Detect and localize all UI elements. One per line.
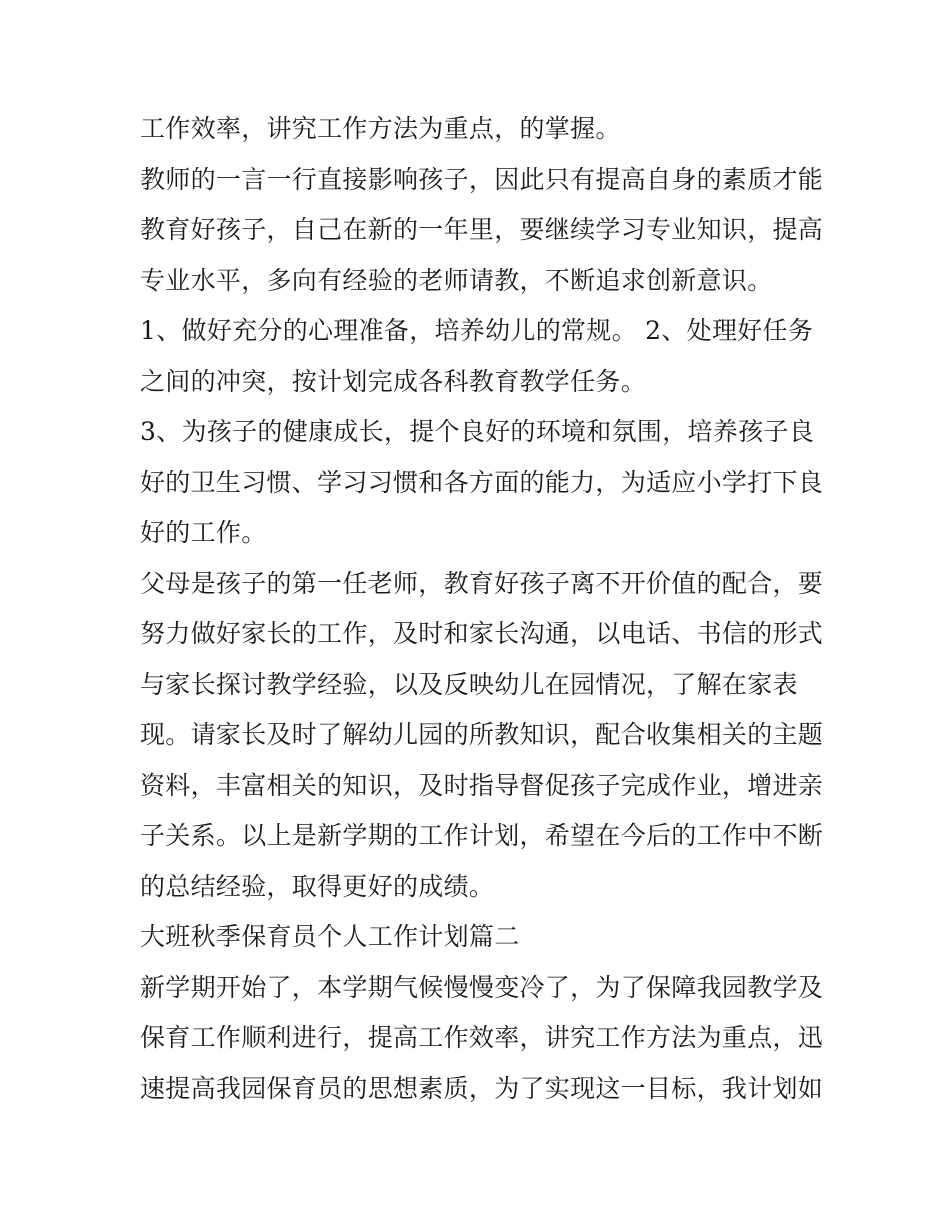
text-line: 之间的冲突，按计划完成各科教育教学任务。: [140, 367, 647, 396]
text-line: 工作效率，讲究工作方法为重点，的掌握。: [140, 114, 621, 143]
text-line: 新学期开始了，本学期气候慢慢变冷了，为了保障我园教学及: [140, 973, 824, 1002]
text-line: 教师的一言一行直接影响孩子，因此只有提高自身的素质才能: [140, 165, 824, 194]
section-heading: 大班秋季保育员个人工作计划篇二: [140, 922, 520, 951]
text-line: 现。请家长及时了解幼儿园的所教知识，配合收集相关的主题: [140, 720, 824, 749]
text-line: 好的卫生习惯、学习习惯和各方面的能力，为适应小学打下良: [140, 468, 824, 497]
text-line: 努力做好家长的工作，及时和家长沟通，以电话、书信的形式: [140, 619, 824, 648]
text-line: 的总结经验，取得更好的成绩。: [140, 872, 495, 901]
text-line: 子关系。以上是新学期的工作计划，希望在今后的工作中不断: [140, 821, 824, 850]
text-line: 与家长探讨教学经验，以及反映幼儿在园情况，了解在家表: [140, 670, 798, 699]
text-line: 保育工作顺利进行，提高工作效率，讲究工作方法为重点，迅: [140, 1023, 824, 1052]
text-line: 父母是孩子的第一任老师，教育好孩子离不开价值的配合，要: [140, 569, 824, 598]
text-line: 资料，丰富相关的知识，及时指导督促孩子完成作业，增进亲: [140, 771, 824, 800]
text-line: 速提高我园保育员的思想素质，为了实现这一目标，我计划如: [140, 1074, 824, 1103]
text-line: 教育好孩子，自己在新的一年里，要继续学习专业知识，提高: [140, 215, 824, 244]
text-line: 3、为孩子的健康成长，提个良好的环境和氛围，培养孩子良: [140, 417, 815, 446]
text-line: 好的工作。: [140, 518, 267, 547]
text-line: 1、做好充分的心理准备，培养幼儿的常规。 2、处理好任务: [140, 316, 814, 345]
text-line: 专业水平，多向有经验的老师请教，不断追求创新意识。: [140, 266, 773, 295]
